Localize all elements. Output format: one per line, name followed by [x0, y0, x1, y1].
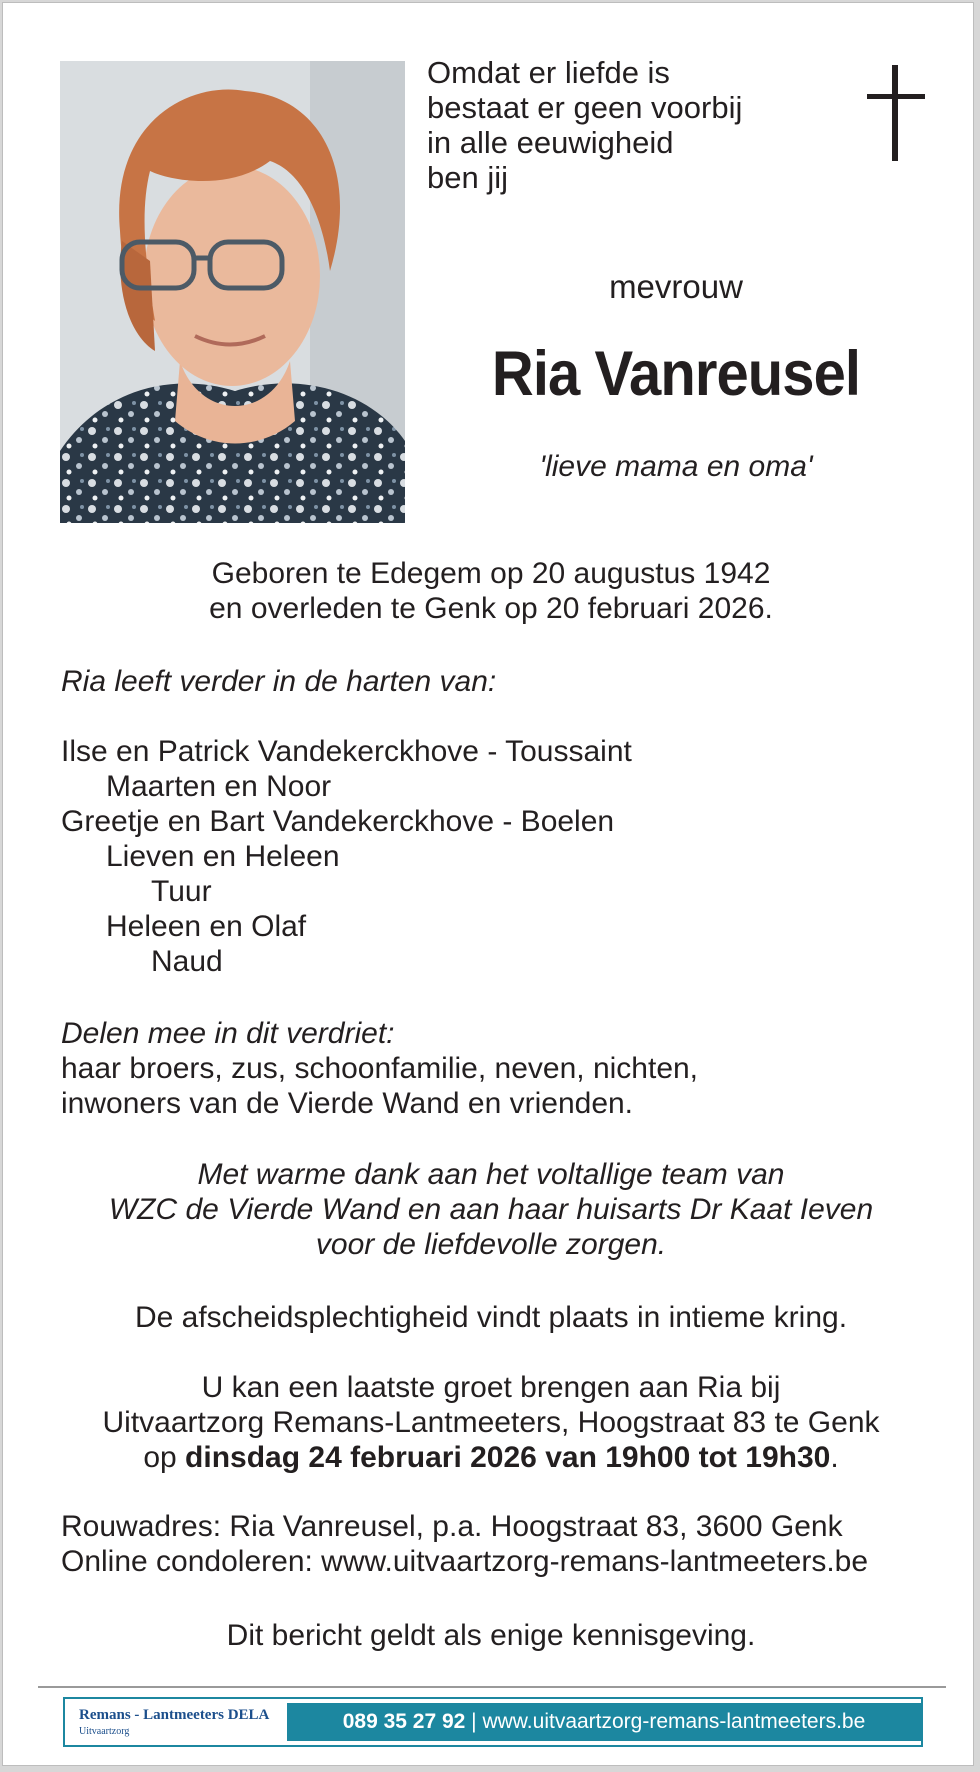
funeral-home-logo: [79, 1707, 269, 1737]
list-item: Greetje en Bart Vandekerckhove - Boelen: [61, 805, 615, 838]
cross-icon: [867, 65, 925, 161]
funeral-home-banner: [63, 1697, 923, 1747]
thanks-line: voor de liefdevolle zorgen.: [315, 1228, 667, 1261]
separator: |: [465, 1710, 483, 1733]
list-item: Maarten en Noor: [106, 770, 332, 803]
visit-date-time: dinsdag 24 februari 2026 van 19h00 tot 19h30: [185, 1441, 831, 1474]
poem-line: ben jij: [427, 160, 508, 195]
visit-line: U kan een laatste groet brengen aan Ria bij: [201, 1371, 781, 1404]
logo-sub: Uitvaartzorg: [79, 1726, 130, 1737]
divider: [38, 1686, 946, 1688]
list-item: Heleen en Olaf: [106, 910, 307, 943]
death-notice-card: [2, 2, 974, 1766]
birth-line: Geboren te Edegem op 20 augustus 1942: [211, 557, 771, 590]
grief-intro: Delen mee in dit verdriet:: [61, 1017, 395, 1050]
memorial-poem: [427, 55, 742, 195]
list-item: Ilse en Patrick Vandekerckhove - Toussaint: [61, 735, 632, 768]
grief-line: inwoners van de Vierde Wand en vrienden.: [61, 1087, 634, 1120]
phone-number[interactable]: 089 35 27 92: [342, 1710, 466, 1733]
contact-info: [61, 1509, 868, 1579]
poem-line: bestaat er geen voorbij: [427, 90, 743, 125]
thanks-line: WZC de Vierde Wand en aan haar huisarts Dr Kaat Ieven: [108, 1193, 874, 1226]
notice-statement: Dit bericht geldt als enige kennisgeving.: [226, 1619, 756, 1652]
thanks-line: Met warme dank aan het voltallige team van: [197, 1158, 785, 1191]
deceased-name: Ria Vanreusel: [491, 339, 861, 409]
poem-line: in alle eeuwigheid: [427, 125, 674, 160]
website-link[interactable]: www.uitvaartzorg-remans-lantmeeters.be: [482, 1710, 866, 1733]
salutation: mevrouw: [609, 268, 743, 305]
logo-name: Remans - Lantmeeters DELA: [79, 1707, 270, 1723]
list-item: Naud: [151, 945, 223, 978]
online-condolences: Online condoleren: www.uitvaartzorg-remans-lantmeeters.be: [61, 1545, 869, 1578]
visit-line: [3, 1440, 979, 1475]
survivors-intro: Ria leeft verder in de harten van:: [61, 665, 497, 698]
death-line: en overleden te Genk op 20 februari 2026.: [209, 592, 773, 625]
epithet: 'lieve mama en oma': [539, 450, 813, 483]
grief-section: [61, 1016, 698, 1121]
visit-suffix: .: [830, 1441, 839, 1474]
thanks-message: [3, 1157, 979, 1262]
mourning-address: Rouwadres: Ria Vanreusel, p.a. Hoogstraat 83, 3600 Genk: [61, 1510, 843, 1543]
list-item: Tuur: [151, 875, 212, 908]
portrait-photo: [60, 61, 405, 523]
contact-band: [287, 1703, 921, 1741]
list-item: Lieven en Heleen: [106, 840, 340, 873]
visit-prefix: op: [143, 1441, 186, 1474]
visitation-info: [3, 1370, 979, 1475]
grief-line: haar broers, zus, schoonfamilie, neven, nichten,: [61, 1052, 699, 1085]
poem-line: Omdat er liefde is: [427, 55, 670, 90]
birth-death-dates: [3, 556, 979, 626]
visit-line: Uitvaartzorg Remans-Lantmeeters, Hoogstraat 83 te Genk: [102, 1406, 880, 1439]
ceremony-notice: De afscheidsplechtigheid vindt plaats in intieme kring.: [134, 1301, 848, 1334]
survivors-list: [61, 734, 632, 979]
